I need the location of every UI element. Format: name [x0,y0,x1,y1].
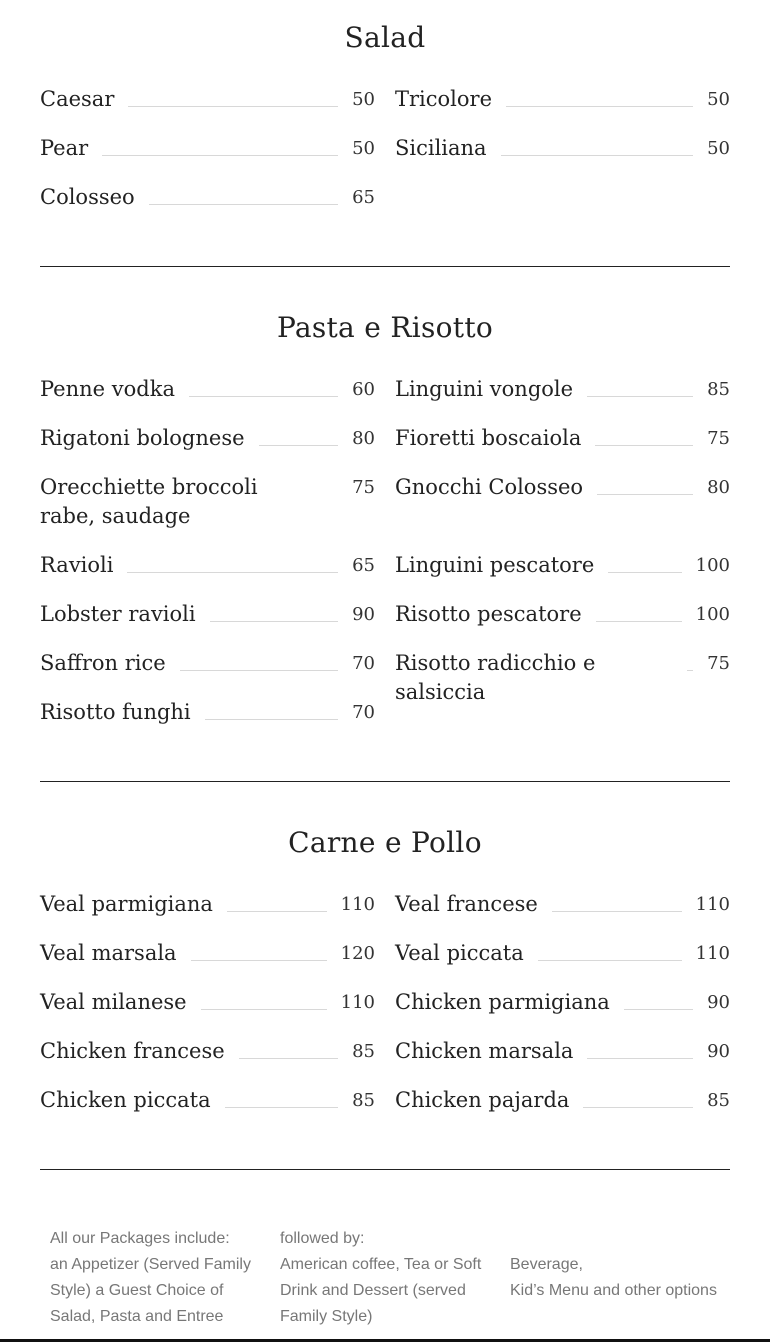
menu-columns [40,375,730,747]
menu-column-left [40,890,375,1135]
item-name: Chicken piccata [40,1088,211,1112]
section-divider [40,781,730,782]
menu-column-left [40,375,375,747]
section-carne-pollo [40,823,730,1135]
packages-info-column-1 [50,1226,280,1330]
menu-item [395,600,730,629]
menu-item [395,1037,730,1066]
item-name: Chicken pajarda [395,1088,570,1112]
menu-item [40,85,375,114]
item-price: 70 [352,702,375,723]
section-title: Carne e Pollo [288,826,482,859]
leader-line [595,424,693,446]
menu-item [40,890,375,919]
leader-line [210,600,338,622]
menu-item [395,1086,730,1115]
item-price: 50 [707,89,730,110]
item-name: Risotto radicchio e salsiccia [395,651,596,704]
leader-line [624,988,693,1010]
item-price: 75 [707,428,730,449]
menu-item [40,1086,375,1115]
section-divider [40,266,730,267]
item-price: 50 [352,138,375,159]
menu-item [395,890,730,919]
packages-info-column-3 [510,1226,740,1330]
item-name: Ravioli [40,553,114,577]
footer-line: an Appetizer (Served Family [50,1256,251,1273]
item-price: 65 [352,555,375,576]
item-price: 110 [695,894,730,915]
item-name: Veal milanese [40,990,187,1014]
menu-item [40,183,375,212]
item-price: 110 [695,943,730,964]
leader-line [225,1086,339,1108]
footer-line: Salad, Pasta and Entree [50,1308,224,1325]
menu-item [40,649,375,678]
item-price: 120 [340,943,375,964]
menu-item [395,85,730,114]
item-name: Pear [40,136,89,160]
item-name: Orecchiette broccoli rabe, saudage [40,475,258,528]
leader-line [127,551,338,573]
menu-item [40,939,375,968]
item-price: 110 [340,894,375,915]
leader-line [687,649,693,671]
item-name: Veal piccata [395,941,524,965]
menu-item [40,551,375,580]
menu-item [40,473,375,531]
item-price: 85 [707,379,730,400]
item-price: 110 [340,992,375,1013]
menu-item [40,375,375,404]
leader-line [587,1037,693,1059]
footer-line: Drink and Dessert (served [280,1282,466,1299]
footer-line: All our Packages include: [50,1230,230,1247]
section-salad [40,18,730,232]
item-price: 80 [707,477,730,498]
menu-item [40,1037,375,1066]
footer-line: Beverage, [510,1256,583,1273]
section-divider [40,1169,730,1170]
menu-item [40,698,375,727]
footer-line: Family Style) [280,1308,373,1325]
footer-line: followed by: [280,1230,365,1247]
menu-item [395,551,730,580]
item-name: Colosseo [40,185,135,209]
menu-column-right [395,85,730,232]
item-price: 60 [352,379,375,400]
leader-line [201,988,327,1010]
leader-line [149,183,338,205]
menu-item [395,473,730,502]
menu-column-right [395,890,730,1135]
item-name: Chicken marsala [395,1039,574,1063]
leader-line [191,939,327,961]
item-name: Rigatoni bolognese [40,426,245,450]
item-name: Linguini pescatore [395,553,595,577]
section-title: Pasta e Risotto [276,311,494,344]
leader-line [332,473,338,494]
menu-item [395,939,730,968]
item-name: Chicken francese [40,1039,225,1063]
leader-line [189,375,338,397]
item-name: Chicken parmigiana [395,990,610,1014]
menu-item [40,424,375,453]
item-price: 85 [352,1041,375,1062]
item-name: Veal marsala [40,941,177,965]
leader-line [597,473,693,495]
menu-item [395,424,730,453]
packages-info-column-2 [280,1226,510,1330]
menu-column-right [395,375,730,747]
item-name: Risotto funghi [40,700,191,724]
item-price: 85 [352,1090,375,1111]
item-price: 100 [695,604,730,625]
item-name: Linguini vongole [395,377,574,401]
item-name: Saffron rice [40,651,166,675]
item-name: Siciliana [395,136,487,160]
leader-line [102,134,338,156]
footer-line: American coffee, Tea or Soft [280,1256,482,1273]
leader-line [501,134,694,156]
item-price: 90 [707,992,730,1013]
item-name: Tricolore [395,87,492,111]
footer-line [510,1226,740,1252]
footer-line: Kid’s Menu and other options [510,1282,717,1299]
leader-line [205,698,338,720]
menu-item [40,134,375,163]
item-name: Penne vodka [40,377,175,401]
menu-item [395,988,730,1017]
leader-line [239,1037,338,1059]
leader-line [538,939,682,961]
item-price: 90 [707,1041,730,1062]
menu-item [395,375,730,404]
item-price: 50 [707,138,730,159]
menu-column-left [40,85,375,232]
item-price: 90 [352,604,375,625]
item-price: 65 [352,187,375,208]
item-price: 70 [352,653,375,674]
leader-line [128,85,338,107]
item-price: 50 [352,89,375,110]
menu-item [40,600,375,629]
menu-item [395,134,730,163]
item-name: Gnocchi Colosseo [395,475,584,499]
item-name: Risotto pescatore [395,602,582,626]
item-name: Veal parmigiana [40,892,213,916]
leader-line [608,551,681,573]
leader-line [552,890,682,912]
section-title: Salad [344,21,426,54]
menu-columns [40,890,730,1135]
leader-line [583,1086,693,1108]
leader-line [587,375,693,397]
leader-line [180,649,338,671]
item-price: 80 [352,428,375,449]
menu-item [40,988,375,1017]
packages-info [50,1226,740,1330]
leader-line [506,85,693,107]
leader-line [259,424,339,446]
menu-item [395,649,730,707]
footer-line: Style) a Guest Choice of [50,1282,224,1299]
item-name: Fioretti boscaiola [395,426,582,450]
item-price: 75 [707,653,730,674]
item-name: Lobster ravioli [40,602,196,626]
item-price: 100 [695,555,730,576]
item-price: 75 [352,477,375,498]
leader-line [227,890,327,912]
menu-columns [40,85,730,232]
item-name: Caesar [40,87,115,111]
item-price: 85 [707,1090,730,1111]
section-pasta-risotto [40,308,730,747]
item-name: Veal francese [395,892,538,916]
leader-line [596,600,682,622]
